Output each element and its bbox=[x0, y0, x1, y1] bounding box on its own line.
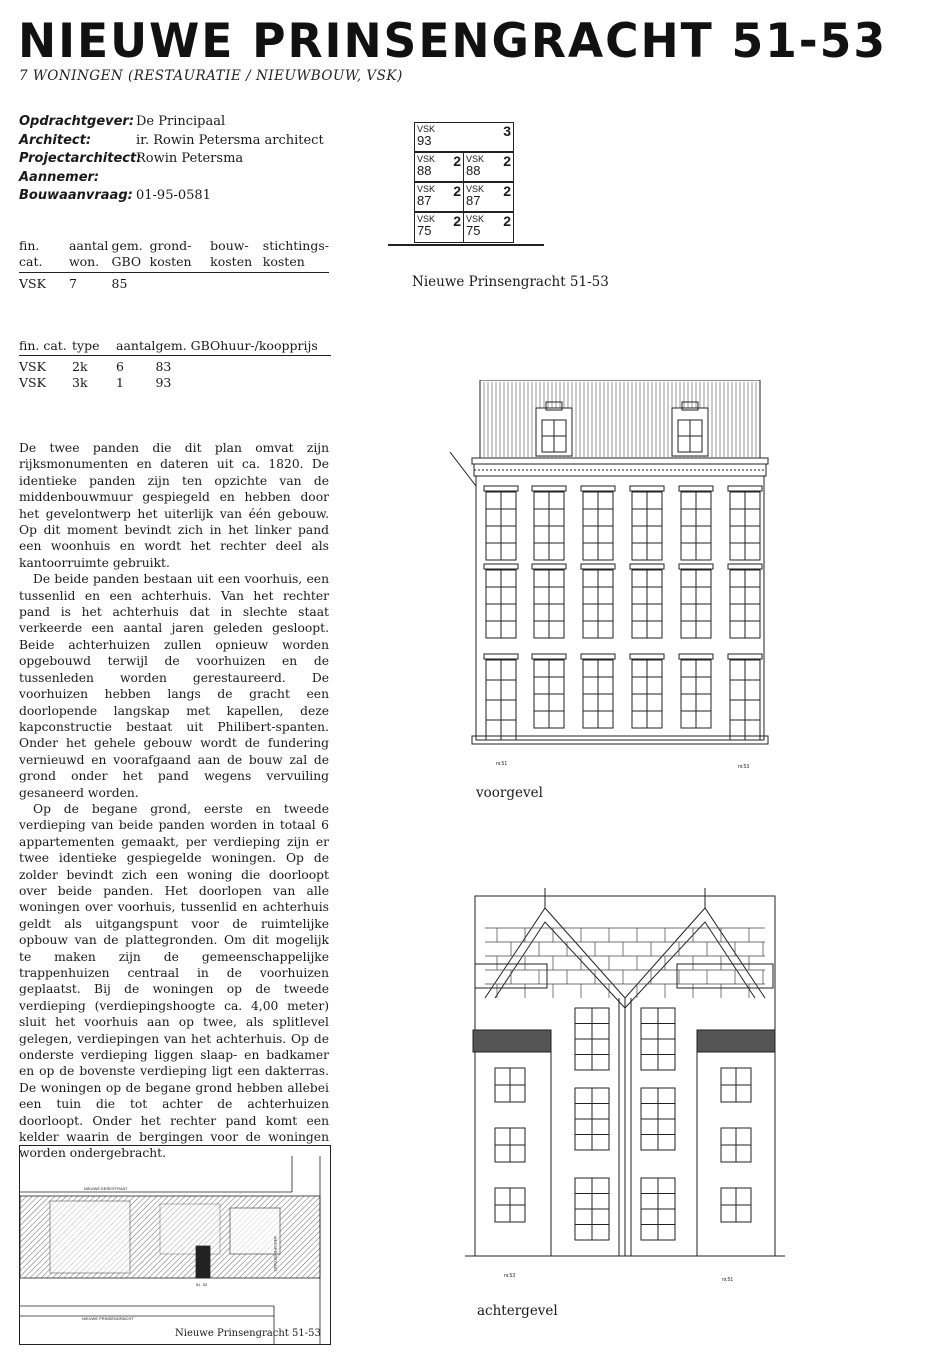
front-label-left: nr.51 bbox=[496, 761, 508, 767]
page-title: NIEUWE PRINSENGRACHT 51-53 bbox=[18, 14, 887, 69]
vsk-ground-line bbox=[388, 244, 544, 246]
table-header-cell: grond- kosten bbox=[150, 238, 211, 273]
site-street-bottom: NIEUWE PRINSENGRACHT bbox=[82, 1316, 134, 1321]
table-header-cell: gem. GBO bbox=[155, 338, 220, 356]
vsk-cell: VSK 87 2 bbox=[463, 182, 514, 212]
table-header-row bbox=[19, 238, 329, 273]
table-cell bbox=[210, 273, 263, 293]
table-cell: 83 bbox=[155, 359, 172, 374]
table-cell: 85 bbox=[111, 276, 128, 291]
table-cell: VSK bbox=[19, 276, 46, 291]
body-paragraph: De twee panden die dit plan omvat zijn rijksmonumenten en dateren uit ca. 1820. De identieke panden zijn ten opzichte van de middenbouwmuur gespiegeld en hebben door het gevelontwerp het uiterlijk van één gebouw. Op dit moment bevindt zich in het linker pand een woonhuis en wordt het rechter deel als kantoorruimte gebruikt. bbox=[19, 441, 329, 570]
table-cell: 2k bbox=[72, 359, 88, 374]
credit-label: Projectarchitect: bbox=[19, 151, 142, 166]
body-text bbox=[19, 440, 329, 1162]
table-cell bbox=[220, 356, 331, 376]
credit-row-contractor bbox=[19, 169, 324, 188]
credit-row-client bbox=[19, 113, 324, 132]
site-street-top: NIEUWE KERKSTRAAT bbox=[84, 1186, 128, 1191]
rear-elevation-caption: achtergevel bbox=[477, 1303, 558, 1319]
credit-label: Architect: bbox=[19, 132, 92, 148]
table-header-cell: huur-/koopprijs bbox=[220, 338, 331, 356]
credit-label: Opdrachtgever: bbox=[19, 114, 135, 129]
vsk-cell: VSK 87 2 bbox=[414, 182, 464, 212]
table-cell bbox=[263, 273, 329, 293]
vsk-cell: VSK 88 2 bbox=[414, 152, 464, 182]
credit-value: 01-95-0581 bbox=[136, 188, 211, 203]
cost-table bbox=[19, 238, 329, 292]
rear-elevation-drawing bbox=[465, 888, 785, 1268]
site-plan bbox=[19, 1145, 331, 1345]
table-header-cell: fin. cat. bbox=[19, 338, 72, 356]
table-cell: VSK bbox=[19, 359, 46, 374]
table-cell: VSK bbox=[19, 375, 46, 390]
dwelling-type-table bbox=[19, 338, 331, 391]
credits-list bbox=[19, 113, 324, 206]
credit-row-project-architect bbox=[19, 150, 324, 169]
vsk-cell-top: VSK 93 3 bbox=[414, 122, 514, 152]
credit-value: Rowin Petersma bbox=[136, 151, 244, 166]
table-header-cell: stichtings- kosten bbox=[263, 238, 329, 273]
vsk-cell: VSK 75 2 bbox=[463, 212, 514, 243]
vsk-cell: VSK 75 2 bbox=[414, 212, 464, 243]
site-street-side: WEESPERSTRAAT bbox=[273, 1236, 278, 1272]
table-header-cell: gem. GBO bbox=[112, 238, 150, 273]
page-subtitle: 7 WONINGEN (RESTAURATIE / NIEUWBOUW, VSK) bbox=[19, 68, 403, 84]
credit-row-architect bbox=[19, 132, 324, 151]
credit-row-permit bbox=[19, 187, 324, 206]
table-cell: 93 bbox=[155, 375, 172, 390]
table-cell: 7 bbox=[68, 276, 77, 291]
credit-label: Aannemer: bbox=[19, 169, 100, 185]
rear-label-left: nr.53 bbox=[504, 1273, 516, 1279]
site-plan-caption: Nieuwe Prinsengracht 51-53 bbox=[175, 1328, 321, 1339]
table-header-cell: aantal won. bbox=[69, 238, 112, 273]
rear-label-right: nr.51 bbox=[722, 1277, 734, 1283]
table-cell: 6 bbox=[116, 359, 124, 374]
table-cell bbox=[220, 375, 331, 391]
vsk-cell: VSK 88 2 bbox=[463, 152, 514, 182]
table-header-cell: bouw- kosten bbox=[210, 238, 263, 273]
table-header-cell: fin. cat. bbox=[19, 238, 69, 273]
table-header-cell: type bbox=[72, 338, 116, 356]
table-header-row bbox=[19, 338, 331, 356]
credit-value: ir. Rowin Petersma architect bbox=[136, 132, 324, 148]
table-cell: 3k bbox=[72, 375, 88, 390]
front-elevation-caption: voorgevel bbox=[476, 785, 543, 801]
table-cell bbox=[150, 273, 211, 293]
body-paragraph: De beide panden bestaan uit een voorhuis, een tussenlid en een achterhuis. Van het rechter pand is het achterhuis dat in slechte staat verkeerde een aantal jaren geleden gesloopt. Beide achterhuizen zullen opnieuw worden opgebouwd terwijl de voorhuizen en de tussenleden worden gerestaureerd. De voorhuizen hebben langs de gracht een doorlopende langskap met kapellen, deze kapconstructie bestaat uit Philibert-spanten. Onder het gehele gebouw wordt de fundering vernieuwd en voorafgaand aan de bouw zal de grond onder het pand wegens vervuiling gesaneerd worden. bbox=[19, 572, 329, 800]
credit-label: Bouwaanvraag: bbox=[19, 188, 133, 203]
table-row bbox=[19, 375, 331, 391]
table-row bbox=[19, 356, 331, 376]
site-numbers: 51 53 bbox=[196, 1282, 208, 1287]
vsk-caption: Nieuwe Prinsengracht 51-53 bbox=[412, 274, 609, 290]
credit-value: De Principaal bbox=[136, 114, 226, 129]
front-label-right: nr.53 bbox=[738, 764, 750, 770]
front-elevation-drawing bbox=[450, 380, 790, 760]
table-cell: 1 bbox=[116, 375, 124, 390]
table-row bbox=[19, 273, 329, 293]
site-plan-drawing bbox=[20, 1146, 330, 1344]
vsk-diagram bbox=[414, 122, 514, 244]
body-paragraph: Op de begane grond, eerste en tweede verdieping van beide panden worden in totaal 6 appartementen gemaakt, per verdieping zijn er twee identieke gespiegelde woningen. Op de zolder bevindt zich een woning die doorloopt over beide panden. Het doorlopen van alle woningen over voorhuis, tussenlid en achterhuis geldt als uitgangspunt voor de ruimtelijke opbouw van de plattegronden. Om dit mogelijk te maken zijn de gemeenschappelijke trappenhuizen centraal in de voorhuizen geplaatst. Bij de woningen op de tweede verdieping (verdiepingshoogte ca. 4,00 meter) sluit het voorhuis aan op twee, als splitlevel gelegen, verdiepingen van het achterhuis. Op de onderste verdieping liggen slaap- en badkamer en op de bovenste verdieping ligt een dakterras. De woningen op de begane grond hebben allebei een tuin die tot achter de achterhuizen doorloopt. Onder het rechter pand komt een kelder waarin de bergingen voor de woningen worden ondergebracht. bbox=[19, 801, 329, 1161]
table-header-cell: aantal bbox=[116, 338, 155, 356]
